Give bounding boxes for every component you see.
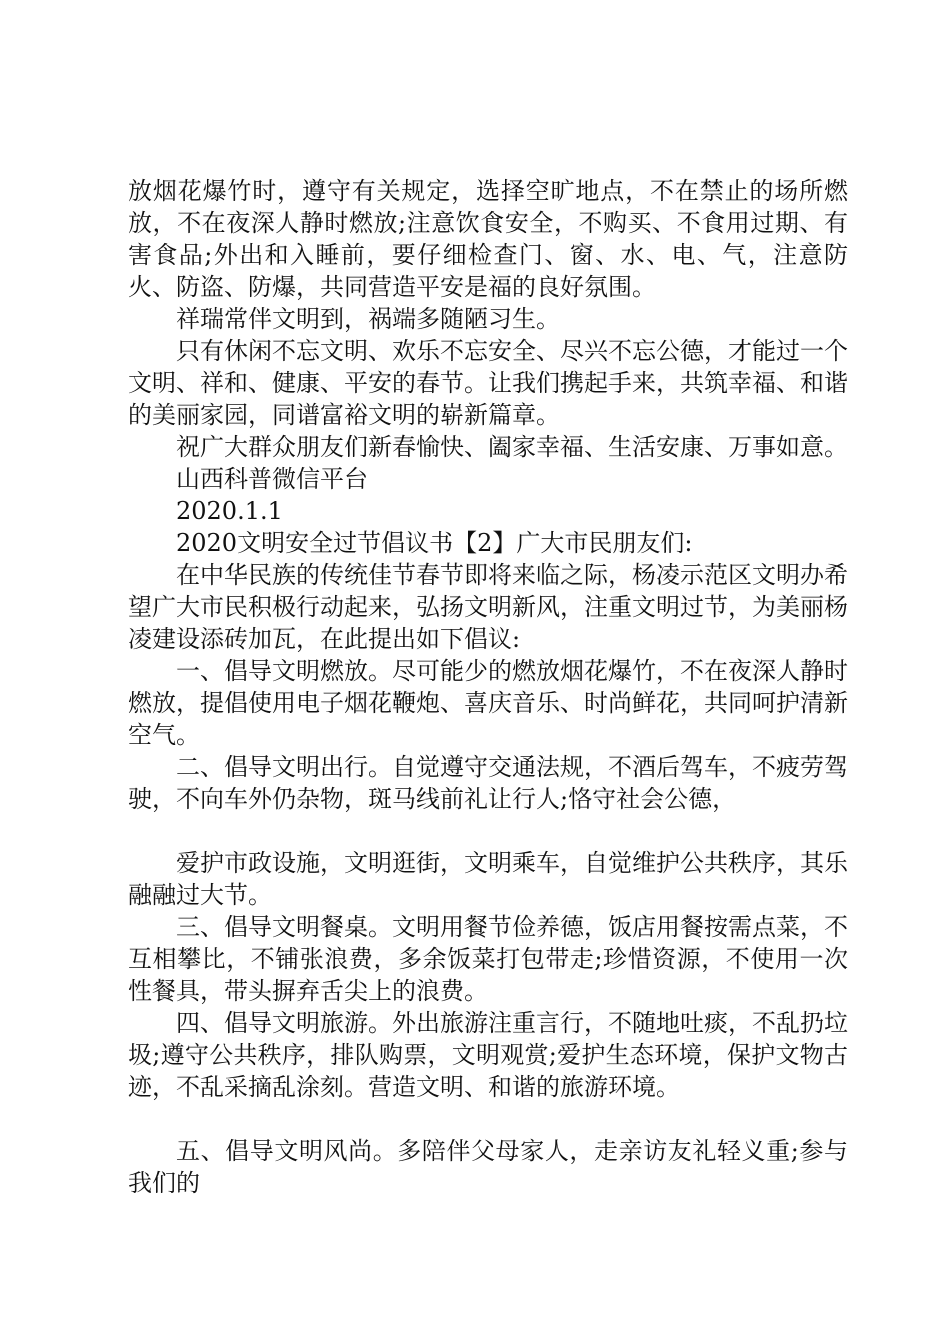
paragraph-item-3-dining: 三、倡导文明餐桌。文明用餐节俭养德，饭店用餐按需点菜，不互相攀比，不铺张浪费，多余饭菜打包带走;珍惜资源，不使用一次性餐具，带头摒弃舌尖上的浪费。 — [128, 913, 848, 1005]
paragraph-greeting: 祝广大群众朋友们新春愉快、阖家幸福、生活安康、万事如意。 — [176, 433, 848, 461]
paragraph-introduction: 在中华民族的传统佳节春节即将来临之际，杨凌示范区文明办希望广大市民积极行动起来，弘扬文明新风，注重文明过节，为美丽杨凌建设添砖加瓦，在此提出如下倡议: — [128, 561, 848, 653]
section-heading-proposal-2: 2020文明安全过节倡议书【2】广大市民朋友们: — [176, 529, 693, 557]
paragraph-fireworks-safety: 放烟花爆竹时，遵守有关规定，选择空旷地点，不在禁止的场所燃放，不在夜深人静时燃放;注意饮食安全，不购买、不食用过期、有害食品;外出和入睡前，要仔细检查门、窗、水、电、气，注意防火、防盗、防爆，共同营造平安是福的良好氛围。 — [128, 177, 848, 301]
paragraph-item-1-fireworks: 一、倡导文明燃放。尽可能少的燃放烟花爆竹，不在夜深人静时燃放，提倡使用电子烟花鞭炮、喜庆音乐、时尚鲜花，共同呵护清新空气。 — [128, 657, 848, 749]
paragraph-item-2-travel: 二、倡导文明出行。自觉遵守交通法规，不酒后驾车，不疲劳驾驶，不向车外仍杂物，斑马线前礼让行人;恪守社会公德， — [128, 753, 848, 813]
paragraph-proverb: 祥瑞常伴文明到，祸端多随陋习生。 — [176, 305, 560, 333]
signature-date: 2020.1.1 — [176, 497, 283, 525]
paragraph-item-2-continued: 爱护市政设施，文明逛街，文明乘车，自觉维护公共秩序，其乐融融过大节。 — [128, 849, 848, 909]
paragraph-item-5-customs: 五、倡导文明风尚。多陪伴父母家人，走亲访友礼轻义重;参与我们的 — [128, 1137, 848, 1197]
paragraph-call-to-action: 只有休闲不忘文明、欢乐不忘安全、尽兴不忘公德，才能过一个文明、祥和、健康、平安的春节。让我们携起手来，共筑幸福、和谐的美丽家园，同谱富裕文明的崭新篇章。 — [128, 337, 848, 429]
paragraph-item-4-tourism: 四、倡导文明旅游。外出旅游注重言行，不随地吐痰，不乱扔垃圾;遵守公共秩序，排队购票，文明观赏;爱护生态环境，保护文物古迹，不乱采摘乱涂刻。营造文明、和谐的旅游环境。 — [128, 1009, 848, 1101]
signature-organization: 山西科普微信平台 — [176, 465, 368, 493]
document-body — [128, 175, 848, 1199]
